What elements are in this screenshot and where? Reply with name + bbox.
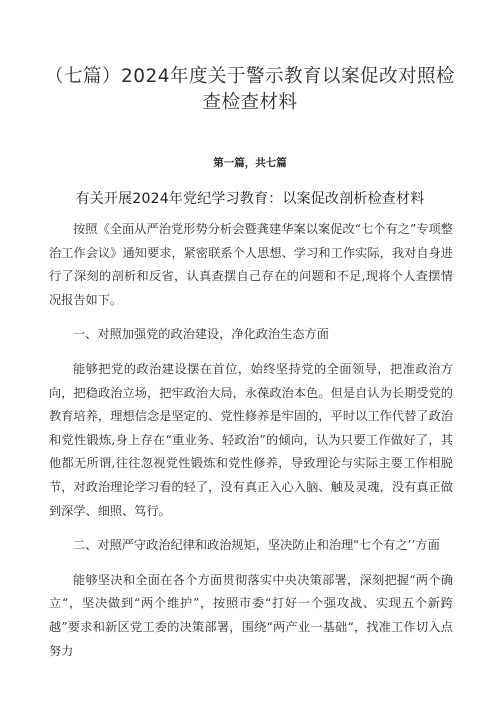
section-subtitle: 有关开展2024年党纪学习教育：以案促改剖析检查材料: [75, 191, 425, 207]
body-paragraph-2: 能够坚决和全面在各个方面贯彻落实中央决策部署，深刻把握“两个确立“，坚决做到“两个维护”，按照市委“打好一个强攻战、实现五个新跨越”要求和新区党工委的决策部署，围绕“两产业一基础“，找准工作切入点努力: [49, 572, 453, 658]
body-paragraph-1: 能够把党的政治建设摆在首位，始终坚持党的全面领导，把准政治方向，把稳政治立场，把牢政治大局，永葆政治本色。但是自认为长期受党的教育培养，理想信念是坚定的、党性修养是牢固的，平时以工作代替了政治和党性锻炼,身上存在“重业务、轻政治”的倾向，认为只要工作做好了，其他都无所谓,往往忽视党性锻炼和党性修养，导致理论与实际主要工作相脱节，对政治理论学习看的轻了，没有真正入心入脑、触及灵魂，没有真正做到深学、细照、笃行。: [49, 361, 453, 518]
document-body: [49, 218, 453, 674]
intro-paragraph: 按照《全面从严治党形势分析会暨龚建华案以案促改“七个有之”专项整治工作会议》通知要求，紧密联系个人思想、学习和工作实际，我对自身进行了深刻的剖析和反省，认真查摆自己存在的问题和不足,现将个人查摆情况报告如下。: [49, 222, 453, 307]
document-title: （七篇）2024年度关于警示教育以案促改对照检查检查材料: [44, 66, 456, 113]
section-heading-2: 二、对照严守政治纪律和政治规矩，坚决防止和治理"七个有之’’方面: [73, 538, 440, 553]
part-label: 第一篇，共七篇: [213, 157, 287, 169]
section-heading-1: 一、对照加强党的政治建设，净化政治生态方面: [73, 327, 329, 342]
